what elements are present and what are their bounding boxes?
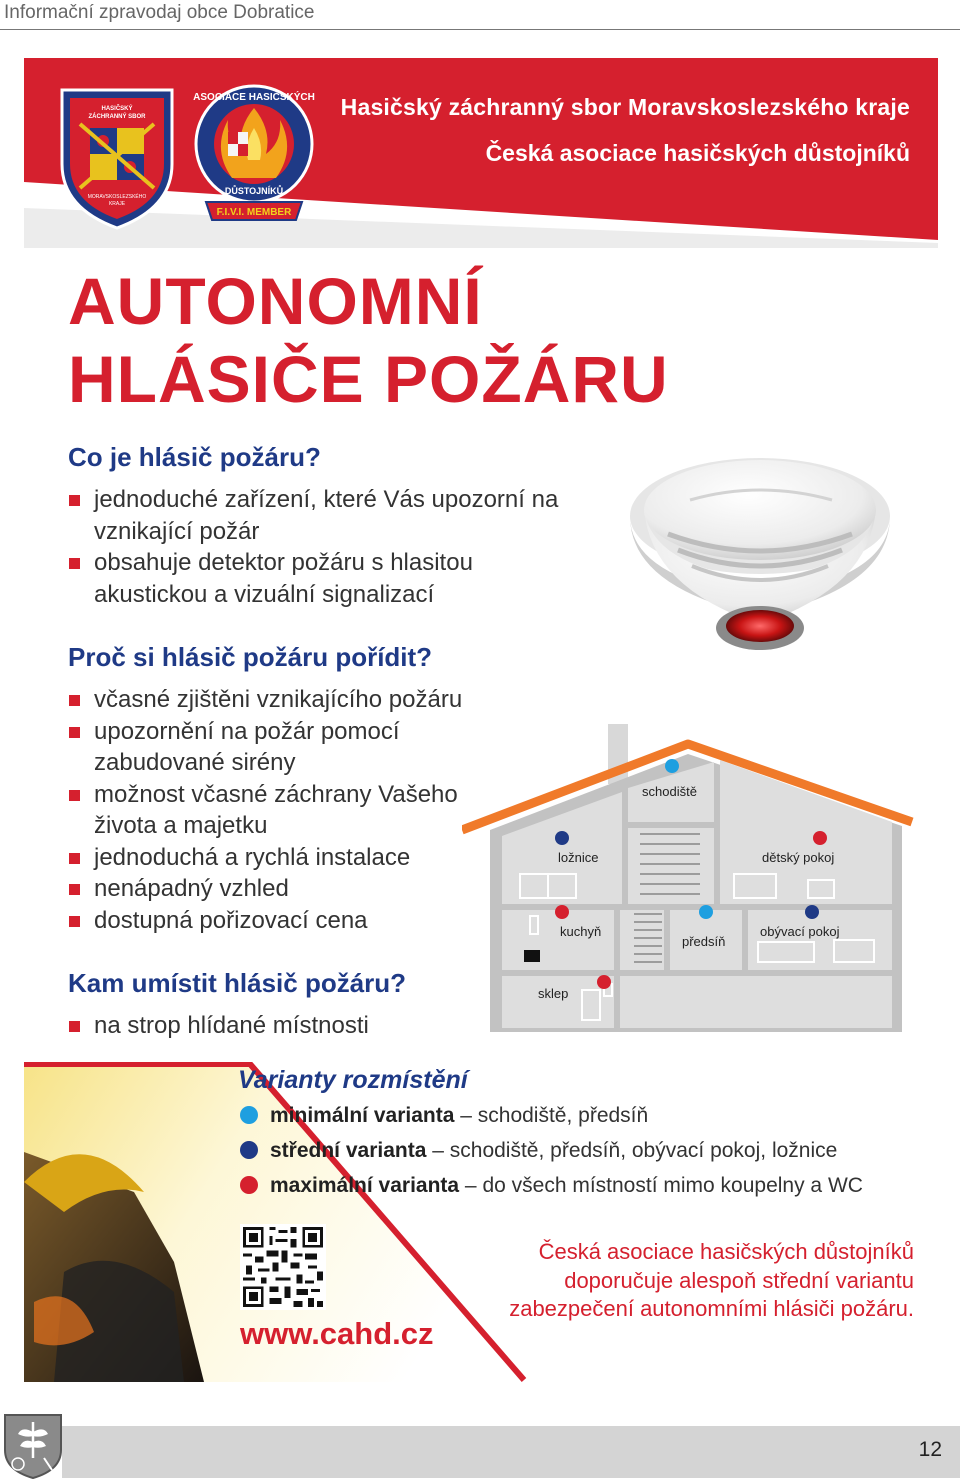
- list-item: jednoduchá a rychlá instalace: [68, 842, 468, 874]
- svg-text:ZÁCHRANNÝ SBOR: ZÁCHRANNÝ SBOR: [88, 114, 146, 120]
- cahd-emblem-logo: [192, 80, 316, 230]
- red-dot-icon: [240, 1176, 258, 1194]
- page-number: 12: [918, 1438, 942, 1461]
- detector-dot-min: [665, 759, 679, 773]
- list-item: jednoduché zařízení, které Vás upozorní na vznikající požár: [68, 484, 588, 547]
- navy-dot-icon: [240, 1141, 258, 1159]
- detector-dot-mid: [555, 831, 569, 845]
- list-why: [68, 684, 468, 936]
- room-label-kids-room: dětský pokoj: [762, 850, 835, 865]
- stove-icon: [524, 950, 540, 962]
- detector-dot-max: [555, 905, 569, 919]
- hzs-shield-logo: [58, 84, 176, 230]
- room-label-kitchen: kuchyň: [560, 924, 602, 939]
- list-item: obsahuje detektor požáru s hlasitou akustickou a vizuální signalizací: [68, 547, 588, 610]
- bullet-square-icon: [69, 1021, 80, 1032]
- list-item: dostupná pořizovací cena: [68, 905, 468, 937]
- svg-text:F.I.V.I. MEMBER: F.I.V.I. MEMBER: [216, 207, 292, 218]
- room-label-staircase: schodiště: [642, 784, 697, 799]
- main-title: [68, 262, 669, 418]
- detector-dot-min: [699, 905, 713, 919]
- org-name-hzs: Hasičský záchranný sbor Moravskoslezského kraje: [340, 94, 910, 120]
- room-label-cellar: sklep: [538, 986, 569, 1001]
- room-label-living-room: obývací pokoj: [760, 924, 840, 939]
- svg-text:MORAVSKOSLEZSKÉHO: MORAVSKOSLEZSKÉHO: [87, 194, 147, 200]
- bullet-square-icon: [69, 916, 80, 927]
- variants-title: Varianty rozmístění: [238, 1066, 468, 1094]
- heading-why: Proč si hlásič požáru pořídit?: [68, 642, 433, 672]
- house-cross-section-diagram: [462, 722, 914, 1038]
- village-crest-icon: [2, 1412, 64, 1480]
- bullet-square-icon: [69, 884, 80, 895]
- svg-text:KRAJE: KRAJE: [108, 201, 126, 207]
- heading-what-is: Co je hlásič požáru?: [68, 442, 321, 472]
- list-item: možnost včasné záchrany Vašeho života a majetku: [68, 779, 468, 842]
- qr-code-icon[interactable]: [240, 1224, 326, 1310]
- detector-dot-mid: [805, 905, 819, 919]
- svg-text:ASOCIACE HASIČSKÝCH: ASOCIACE HASIČSKÝCH: [193, 92, 315, 103]
- bullet-square-icon: [69, 695, 80, 706]
- smoke-detector-icon: [620, 438, 900, 658]
- detector-dot-max: [597, 975, 611, 989]
- room-label-bedroom: ložnice: [558, 850, 599, 865]
- bullet-square-icon: [69, 727, 80, 738]
- variant-row-medium: střední varianta – schodiště, předsíň, obývací pokoj, ložnice: [240, 1139, 837, 1163]
- recommendation-text: Česká asociace hasičských důstojníků doporučuje alespoň střední variantu zabezpečení autonomními hlásiči požáru.: [509, 1239, 914, 1321]
- bullet-square-icon: [69, 790, 80, 801]
- room-label-hallway: předsíň: [682, 934, 726, 949]
- newsletter-title: Informační zpravodaj obce Dobratice: [4, 2, 315, 23]
- header-rule: [0, 29, 960, 30]
- bullet-square-icon: [69, 558, 80, 569]
- list-item: včasné zjištěni vznikajícího požáru: [68, 684, 468, 716]
- variant-row-maximal: maximální varianta – do všech místností mimo koupelny a WC: [240, 1174, 863, 1198]
- variant-row-minimal: minimální varianta – schodiště, předsíň: [240, 1104, 648, 1128]
- footer-bar: [62, 1426, 960, 1478]
- page-footer: [0, 1404, 960, 1482]
- page-header: [0, 0, 960, 32]
- bullet-square-icon: [69, 495, 80, 506]
- detector-dot-max: [813, 831, 827, 845]
- heading-where: Kam umístit hlásič požáru?: [68, 968, 407, 998]
- svg-text:HASIČSKÝ: HASIČSKÝ: [101, 106, 133, 112]
- list-where: [68, 1010, 468, 1042]
- list-item: na strop hlídané místnosti: [68, 1010, 468, 1042]
- list-item: upozornění na požár pomocí zabudované sirény: [68, 716, 468, 779]
- svg-text:DŮSTOJNÍKŮ: DŮSTOJNÍKŮ: [224, 186, 284, 196]
- bullet-square-icon: [69, 853, 80, 864]
- list-item: nenápadný vzhled: [68, 873, 468, 905]
- cyan-dot-icon: [240, 1106, 258, 1124]
- list-what-is: [68, 484, 588, 610]
- title-line-1: AUTONOMNÍ: [68, 264, 483, 338]
- title-line-2: HLÁSIČE POŽÁRU: [68, 342, 669, 416]
- website-link[interactable]: www.cahd.cz: [240, 1316, 434, 1351]
- org-name-cahd: Česká asociace hasičských důstojníků: [485, 140, 910, 166]
